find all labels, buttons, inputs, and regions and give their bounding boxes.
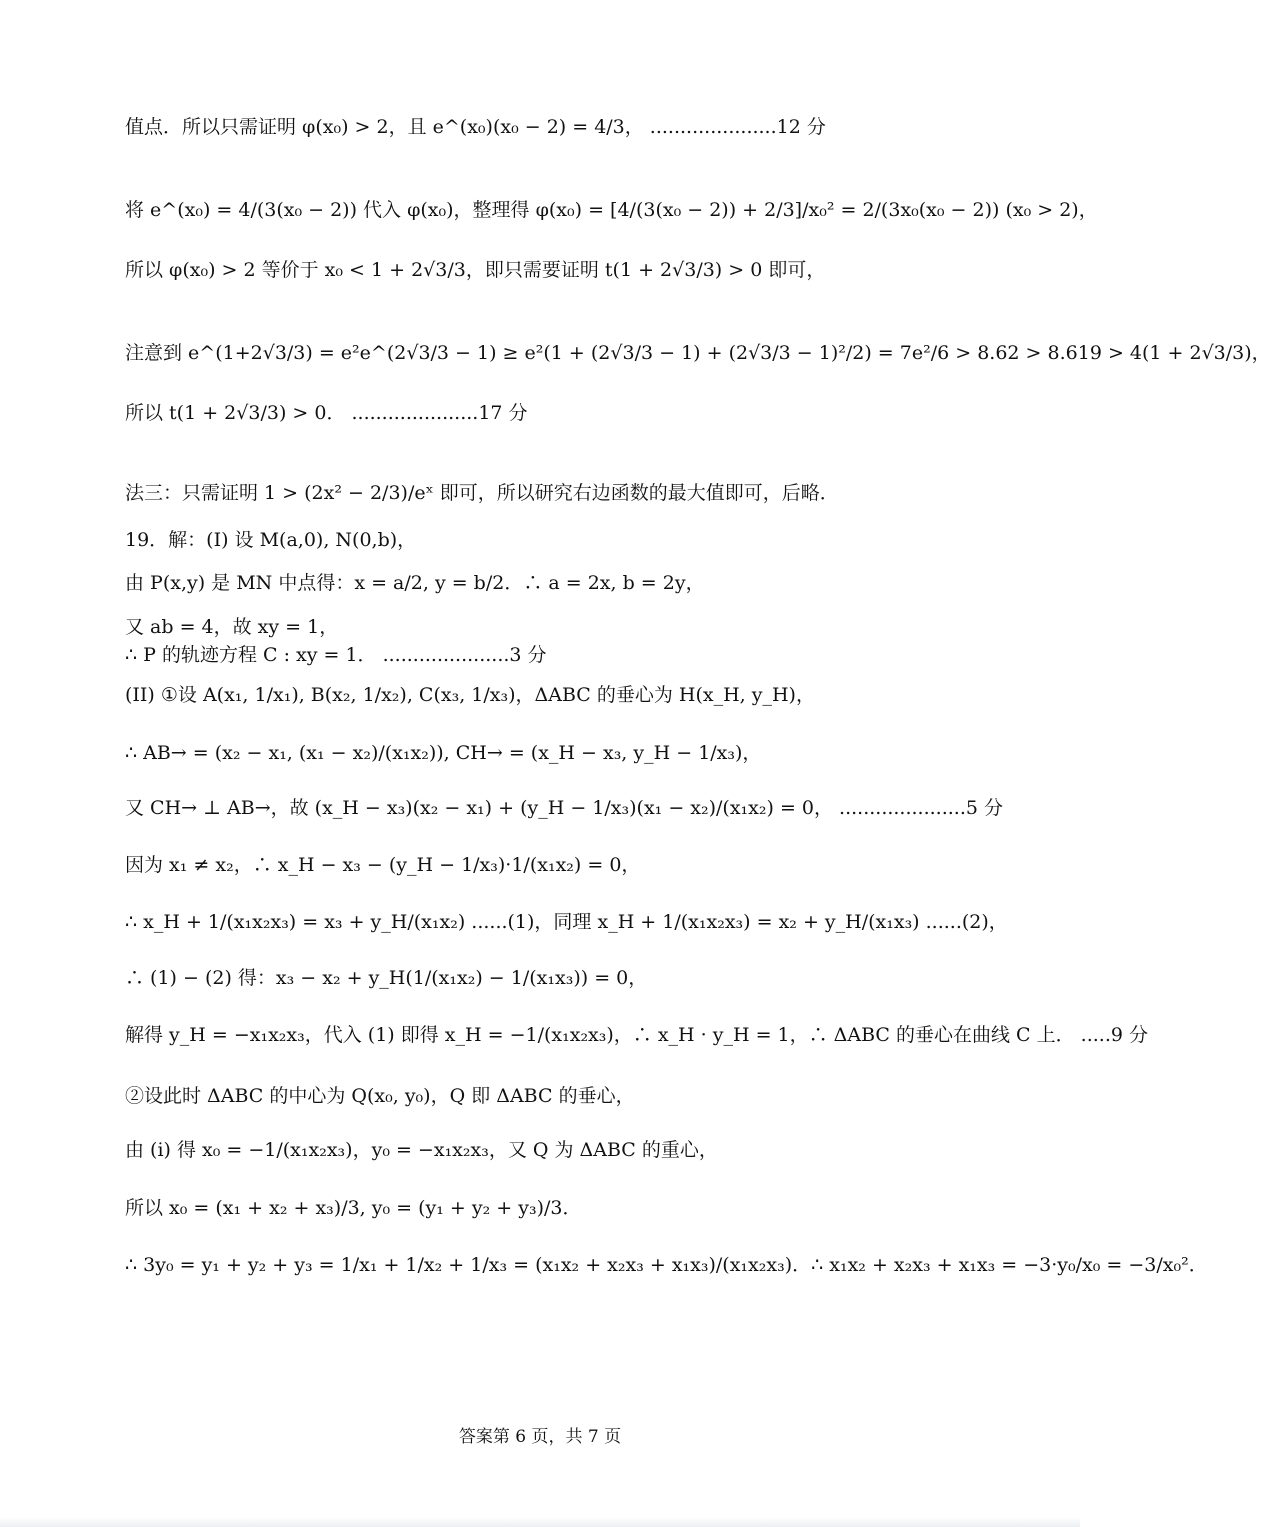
text-line: 又 CH→ ⊥ AB→，故 (x_H − x₃)(x₂ − x₁) + (y_H − 1/x₃)(x₁ − x₂)/(x₁x₂) = 0， .....................5 分	[125, 797, 1003, 819]
page-footer: 答案第 6 页，共 7 页	[458, 1427, 622, 1447]
text-line: 所以 x₀ = (x₁ + x₂ + x₃)/3, y₀ = (y₁ + y₂ + y₃)/3．	[125, 1197, 582, 1219]
text-line: ∴ AB→ = (x₂ − x₁, (x₁ − x₂)/(x₁x₂)), CH→ = (x_H − x₃, y_H − 1/x₃)，	[125, 742, 762, 764]
text-line: ∴ P 的轨迹方程 C : xy = 1． .....................3 分	[125, 644, 547, 666]
text-line: 所以 φ(x₀) > 2 等价于 x₀ < 1 + 2√3/3，即只需要证明 t(1 + 2√3/3) > 0 即可，	[125, 259, 826, 281]
text-line: 19．解：(I) 设 M(a,0), N(0,b)，	[125, 529, 417, 551]
text-line: 法三：只需证明 1 > (2x² − 2/3)/eˣ 即可，所以研究右边函数的最大值即可，后略．	[125, 482, 839, 504]
text-line: 将 e^(x₀) = 4/(3(x₀ − 2)) 代入 φ(x₀)，整理得 φ(x₀) = [4/(3(x₀ − 2)) + 2/3]/x₀² = 2/(3x₀(x₀ − 2)) (x₀ > 2)，	[125, 199, 1098, 221]
text-line: ∴ x_H + 1/(x₁x₂x₃) = x₃ + y_H/(x₁x₂) ......(1)，同理 x_H + 1/(x₁x₂x₃) = x₂ + y_H/(x₁x₃) ......(2)，	[125, 911, 1008, 933]
text-line: ∴ 3y₀ = y₁ + y₂ + y₃ = 1/x₁ + 1/x₂ + 1/x₃ = (x₁x₂ + x₂x₃ + x₁x₃)/(x₁x₂x₃)．∴ x₁x₂ + x₂x₃ + x₁x₃ = −3·y₀/x₀ = −3/x₀²．	[125, 1254, 1208, 1276]
text-line: 值点．所以只需证明 φ(x₀) > 2，且 e^(x₀)(x₀ − 2) = 4/3， .....................12 分	[125, 116, 826, 138]
text-line: ∴ (1) − (2) 得：x₃ − x₂ + y_H(1/(x₁x₂) − 1/(x₁x₃)) = 0，	[125, 967, 648, 989]
text-line: 所以 t(1 + 2√3/3) > 0． .....................17 分	[125, 402, 528, 424]
text-line: 因为 x₁ ≠ x₂，∴ x_H − x₃ − (y_H − 1/x₃)·1/(x₁x₂) = 0，	[125, 854, 641, 876]
text-line: 由 (i) 得 x₀ = −1/(x₁x₂x₃)，y₀ = −x₁x₂x₃，又 Q 为 ΔABC 的重心，	[125, 1139, 718, 1161]
text-line: 解得 y_H = −x₁x₂x₃，代入 (1) 即得 x_H = −1/(x₁x₂x₃)，∴ x_H · y_H = 1，∴ ΔABC 的垂心在曲线 C 上． .....9 分	[125, 1024, 1148, 1046]
text-line: 注意到 e^(1+2√3/3) = e²e^(2√3/3 − 1) ≥ e²(1 + (2√3/3 − 1) + (2√3/3 − 1)²/2) = 7e²/6 > 8.62 > 8.619 > 4(1 + 2√3/3)，	[125, 342, 1271, 364]
text-line: 又 ab = 4，故 xy = 1，	[125, 616, 339, 638]
text-line: 由 P(x,y) 是 MN 中点得：x = a/2, y = b/2．∴ a = 2x, b = 2y，	[125, 572, 705, 594]
text-line: ②设此时 ΔABC 的中心为 Q(x₀, y₀)，Q 即 ΔABC 的垂心，	[125, 1085, 635, 1107]
page-edge-shadow	[0, 1517, 1080, 1527]
text-line: (II) ①设 A(x₁, 1/x₁), B(x₂, 1/x₂), C(x₃, 1/x₃)，ΔABC 的垂心为 H(x_H, y_H)，	[125, 684, 815, 706]
